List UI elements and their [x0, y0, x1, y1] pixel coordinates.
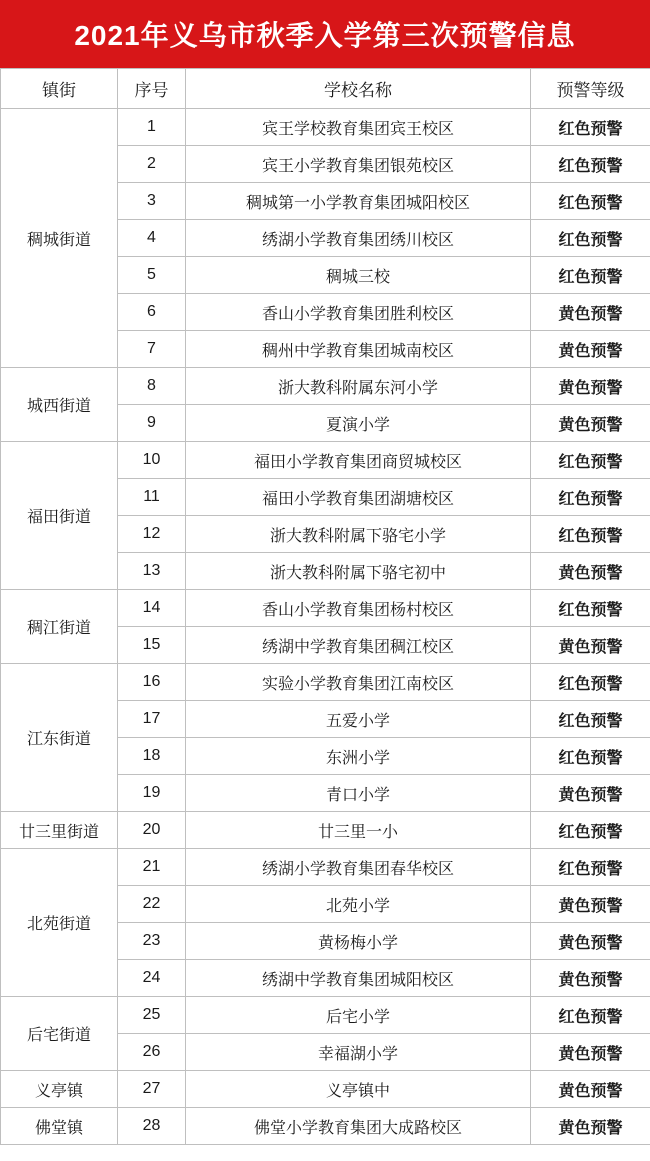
table-row: [1, 368, 650, 405]
warning-level-badge: 黄色预警: [531, 775, 650, 812]
warning-level-badge: 红色预警: [531, 220, 650, 257]
warning-level-badge: 黄色预警: [531, 627, 650, 664]
table-row: [1, 997, 650, 1034]
school-name-cell: 五爱小学: [186, 701, 531, 738]
school-name-cell: 夏演小学: [186, 405, 531, 442]
warning-level-badge: 红色预警: [531, 146, 650, 183]
school-name-cell: 义亭镇中: [186, 1071, 531, 1108]
table-row: [1, 1071, 650, 1108]
index-cell: 23: [118, 923, 186, 960]
school-name-cell: 稠城第一小学教育集团城阳校区: [186, 183, 531, 220]
index-cell: 22: [118, 886, 186, 923]
warning-level-badge: 红色预警: [531, 257, 650, 294]
index-cell: 24: [118, 960, 186, 997]
warning-level-badge: 红色预警: [531, 479, 650, 516]
school-name-cell: 幸福湖小学: [186, 1034, 531, 1071]
index-cell: 15: [118, 627, 186, 664]
warning-level-badge: 黄色预警: [531, 960, 650, 997]
school-name-cell: 廿三里一小: [186, 812, 531, 849]
index-cell: 5: [118, 257, 186, 294]
school-name-cell: 北苑小学: [186, 886, 531, 923]
index-cell: 28: [118, 1108, 186, 1145]
index-cell: 27: [118, 1071, 186, 1108]
warning-level-badge: 红色预警: [531, 738, 650, 775]
town-cell: 稠城街道: [1, 109, 118, 368]
school-name-cell: 绣湖中学教育集团城阳校区: [186, 960, 531, 997]
school-name-cell: 黄杨梅小学: [186, 923, 531, 960]
warning-level-badge: 红色预警: [531, 516, 650, 553]
town-cell: 城西街道: [1, 368, 118, 442]
warning-level-badge: 黄色预警: [531, 368, 650, 405]
school-name-cell: 绣湖小学教育集团绣川校区: [186, 220, 531, 257]
index-cell: 14: [118, 590, 186, 627]
town-cell: 佛堂镇: [1, 1108, 118, 1145]
school-name-cell: 香山小学教育集团杨村校区: [186, 590, 531, 627]
index-cell: 10: [118, 442, 186, 479]
warning-level-badge: 黄色预警: [531, 886, 650, 923]
school-name-cell: 实验小学教育集团江南校区: [186, 664, 531, 701]
index-cell: 26: [118, 1034, 186, 1071]
school-name-cell: 绣湖中学教育集团稠江校区: [186, 627, 531, 664]
table-header-row: [1, 69, 650, 109]
table-row: [1, 849, 650, 886]
school-name-cell: 宾王学校教育集团宾王校区: [186, 109, 531, 146]
column-header-town: 镇街: [1, 69, 118, 109]
town-cell: 廿三里街道: [1, 812, 118, 849]
warning-level-badge: 黄色预警: [531, 405, 650, 442]
warning-level-badge: 黄色预警: [531, 923, 650, 960]
town-cell: 义亭镇: [1, 1071, 118, 1108]
town-cell: 北苑街道: [1, 849, 118, 997]
school-name-cell: 浙大教科附属下骆宅初中: [186, 553, 531, 590]
index-cell: 16: [118, 664, 186, 701]
school-name-cell: 东洲小学: [186, 738, 531, 775]
index-cell: 8: [118, 368, 186, 405]
index-cell: 25: [118, 997, 186, 1034]
index-cell: 9: [118, 405, 186, 442]
table-body: [1, 109, 650, 1145]
column-header-index: 序号: [118, 69, 186, 109]
school-name-cell: 稠城三校: [186, 257, 531, 294]
index-cell: 18: [118, 738, 186, 775]
school-name-cell: 浙大教科附属下骆宅小学: [186, 516, 531, 553]
index-cell: 3: [118, 183, 186, 220]
index-cell: 21: [118, 849, 186, 886]
table-row: [1, 109, 650, 146]
school-name-cell: 青口小学: [186, 775, 531, 812]
warning-level-badge: 黄色预警: [531, 553, 650, 590]
school-name-cell: 香山小学教育集团胜利校区: [186, 294, 531, 331]
warning-level-badge: 红色预警: [531, 812, 650, 849]
table-header: [1, 69, 650, 109]
table-row: [1, 664, 650, 701]
index-cell: 2: [118, 146, 186, 183]
table-row: [1, 812, 650, 849]
index-cell: 20: [118, 812, 186, 849]
warning-level-badge: 红色预警: [531, 442, 650, 479]
school-name-cell: 后宅小学: [186, 997, 531, 1034]
school-name-cell: 佛堂小学教育集团大成路校区: [186, 1108, 531, 1145]
school-name-cell: 浙大教科附属东河小学: [186, 368, 531, 405]
warning-level-badge: 红色预警: [531, 109, 650, 146]
column-header-level: 预警等级: [531, 69, 650, 109]
school-name-cell: 宾王小学教育集团银苑校区: [186, 146, 531, 183]
school-name-cell: 福田小学教育集团湖塘校区: [186, 479, 531, 516]
title-banner: [0, 0, 650, 68]
column-header-school: 学校名称: [186, 69, 531, 109]
table-row: [1, 1108, 650, 1145]
warning-level-badge: 黄色预警: [531, 1034, 650, 1071]
index-cell: 7: [118, 331, 186, 368]
table-row: [1, 442, 650, 479]
warning-level-badge: 红色预警: [531, 849, 650, 886]
warning-level-badge: 红色预警: [531, 664, 650, 701]
index-cell: 6: [118, 294, 186, 331]
index-cell: 19: [118, 775, 186, 812]
warning-level-badge: 红色预警: [531, 183, 650, 220]
index-cell: 1: [118, 109, 186, 146]
warning-level-badge: 红色预警: [531, 701, 650, 738]
school-name-cell: 福田小学教育集团商贸城校区: [186, 442, 531, 479]
warning-level-badge: 红色预警: [531, 997, 650, 1034]
index-cell: 11: [118, 479, 186, 516]
index-cell: 13: [118, 553, 186, 590]
page-title: 2021年义乌市秋季入学第三次预警信息: [74, 20, 576, 51]
town-cell: 江东街道: [1, 664, 118, 812]
town-cell: 稠江街道: [1, 590, 118, 664]
warning-level-badge: 黄色预警: [531, 294, 650, 331]
town-cell: 后宅街道: [1, 997, 118, 1071]
index-cell: 4: [118, 220, 186, 257]
warning-level-badge: 红色预警: [531, 590, 650, 627]
index-cell: 17: [118, 701, 186, 738]
school-name-cell: 稠州中学教育集团城南校区: [186, 331, 531, 368]
index-cell: 12: [118, 516, 186, 553]
warning-level-badge: 黄色预警: [531, 1108, 650, 1145]
warning-level-badge: 黄色预警: [531, 1071, 650, 1108]
town-cell: 福田街道: [1, 442, 118, 590]
warning-level-badge: 黄色预警: [531, 331, 650, 368]
table-row: [1, 590, 650, 627]
school-name-cell: 绣湖小学教育集团春华校区: [186, 849, 531, 886]
warning-table: [0, 68, 650, 1145]
